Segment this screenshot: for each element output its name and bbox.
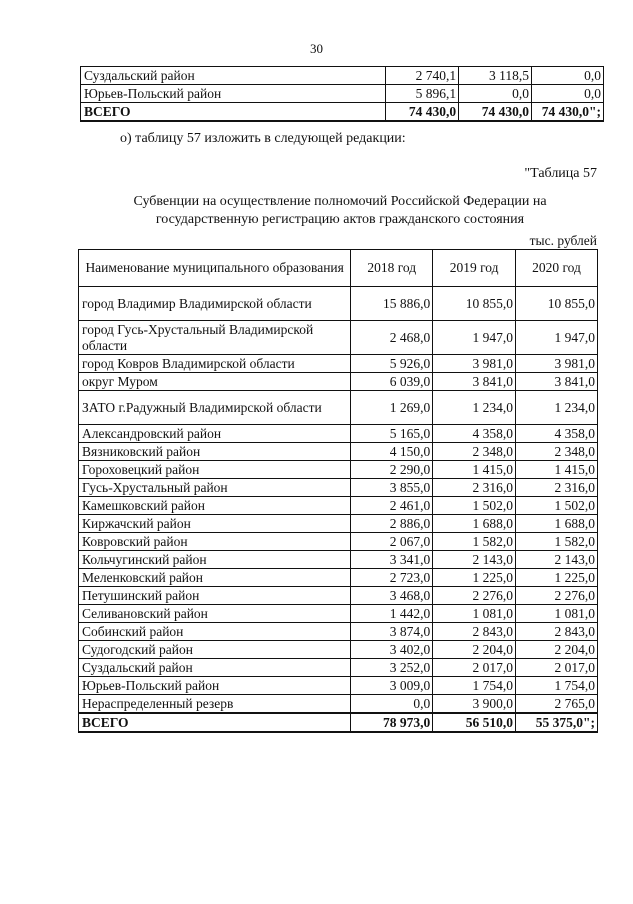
table-row <box>79 659 598 677</box>
row-name: Собинский район <box>79 623 351 641</box>
value-2018: 4 150,0 <box>351 443 433 461</box>
value-2018: 5 165,0 <box>351 425 433 443</box>
continuation-table <box>80 66 604 122</box>
row-name: округ Муром <box>79 373 351 391</box>
row-name: Нераспределенный резерв <box>79 695 351 714</box>
value-2020: 2 316,0 <box>516 479 598 497</box>
value-2018: 2 740,1 <box>386 67 459 85</box>
total-row <box>79 713 598 732</box>
value-2020: 1 234,0 <box>516 391 598 425</box>
value-2020: 1 225,0 <box>516 569 598 587</box>
value-2020: 2 143,0 <box>516 551 598 569</box>
value-2019: 2 348,0 <box>433 443 516 461</box>
value-2018: 1 442,0 <box>351 605 433 623</box>
table-label: "Таблица 57 <box>524 166 597 181</box>
row-name: Гусь-Хрустальный район <box>79 479 351 497</box>
table-row <box>79 605 598 623</box>
table-caption <box>60 193 620 229</box>
value-2020: 55 375,0"; <box>516 713 598 732</box>
value-2020: 1 754,0 <box>516 677 598 695</box>
value-2018: 2 886,0 <box>351 515 433 533</box>
subventions-table <box>78 249 598 733</box>
table-row <box>79 425 598 443</box>
value-2018: 3 468,0 <box>351 587 433 605</box>
value-2019: 1 081,0 <box>433 605 516 623</box>
value-2020: 0,0 <box>532 85 604 103</box>
value-2019: 1 754,0 <box>433 677 516 695</box>
table-row <box>79 287 598 321</box>
value-2018: 6 039,0 <box>351 373 433 391</box>
table-row <box>79 479 598 497</box>
units-label: тыс. рублей <box>529 233 597 248</box>
row-name: Гороховецкий район <box>79 461 351 479</box>
value-2020: 2 843,0 <box>516 623 598 641</box>
header-2019: 2019 год <box>433 250 516 287</box>
value-2020: 4 358,0 <box>516 425 598 443</box>
row-name: Киржачский район <box>79 515 351 533</box>
value-2020: 2 348,0 <box>516 443 598 461</box>
table-row <box>79 623 598 641</box>
value-2020: 3 841,0 <box>516 373 598 391</box>
value-2019: 1 225,0 <box>433 569 516 587</box>
value-2019: 1 502,0 <box>433 497 516 515</box>
row-name: Камешковский район <box>79 497 351 515</box>
value-2018: 74 430,0 <box>386 103 459 122</box>
value-2018: 2 461,0 <box>351 497 433 515</box>
row-name: Суздальский район <box>79 659 351 677</box>
value-2020: 2 765,0 <box>516 695 598 714</box>
value-2019: 3 118,5 <box>459 67 532 85</box>
row-name: Петушинский район <box>79 587 351 605</box>
row-name: Селивановский район <box>79 605 351 623</box>
table-row <box>79 515 598 533</box>
value-2018: 5 896,1 <box>386 85 459 103</box>
table-row <box>79 321 598 355</box>
value-2018: 3 402,0 <box>351 641 433 659</box>
value-2019: 3 900,0 <box>433 695 516 714</box>
table-row <box>79 391 598 425</box>
header-2018: 2018 год <box>351 250 433 287</box>
value-2018: 78 973,0 <box>351 713 433 732</box>
value-2019: 1 688,0 <box>433 515 516 533</box>
row-name: город Ковров Владимирской области <box>79 355 351 373</box>
row-name: город Гусь-Хрустальный Владимирской области <box>79 321 351 355</box>
table-row <box>79 587 598 605</box>
row-name: Меленковский район <box>79 569 351 587</box>
value-2019: 2 017,0 <box>433 659 516 677</box>
value-2018: 3 855,0 <box>351 479 433 497</box>
value-2020: 2 204,0 <box>516 641 598 659</box>
instruction-text: о) таблицу 57 изложить в следующей редакции: <box>120 131 406 146</box>
value-2020: 74 430,0"; <box>532 103 604 122</box>
value-2018: 2 067,0 <box>351 533 433 551</box>
value-2018: 3 341,0 <box>351 551 433 569</box>
row-name: Юрьев-Польский район <box>81 85 386 103</box>
value-2019: 1 582,0 <box>433 533 516 551</box>
row-name: ВСЕГО <box>79 713 351 732</box>
value-2019: 2 204,0 <box>433 641 516 659</box>
row-name: ВСЕГО <box>81 103 386 122</box>
caption-line-1: Субвенции на осуществление полномочий Российской Федерации на <box>133 194 547 209</box>
value-2019: 2 143,0 <box>433 551 516 569</box>
row-name: Судогодский район <box>79 641 351 659</box>
value-2018: 15 886,0 <box>351 287 433 321</box>
value-2020: 1 947,0 <box>516 321 598 355</box>
row-name: Кольчугинский район <box>79 551 351 569</box>
value-2019: 3 841,0 <box>433 373 516 391</box>
table-row <box>79 461 598 479</box>
value-2018: 3 009,0 <box>351 677 433 695</box>
value-2018: 3 874,0 <box>351 623 433 641</box>
table-row <box>79 443 598 461</box>
table-row <box>79 641 598 659</box>
row-name: Вязниковский район <box>79 443 351 461</box>
value-2020: 1 688,0 <box>516 515 598 533</box>
value-2019: 74 430,0 <box>459 103 532 122</box>
value-2018: 3 252,0 <box>351 659 433 677</box>
value-2020: 1 582,0 <box>516 533 598 551</box>
value-2018: 2 290,0 <box>351 461 433 479</box>
row-name: Суздальский район <box>81 67 386 85</box>
value-2020: 10 855,0 <box>516 287 598 321</box>
value-2020: 1 415,0 <box>516 461 598 479</box>
value-2020: 1 081,0 <box>516 605 598 623</box>
value-2018: 0,0 <box>351 695 433 714</box>
value-2018: 1 269,0 <box>351 391 433 425</box>
row-name: Юрьев-Польский район <box>79 677 351 695</box>
table-row <box>79 497 598 515</box>
table-row <box>79 695 598 714</box>
caption-line-2: государственную регистрацию актов гражданского состояния <box>155 212 525 227</box>
value-2019: 1 947,0 <box>433 321 516 355</box>
value-2018: 5 926,0 <box>351 355 433 373</box>
value-2019: 1 415,0 <box>433 461 516 479</box>
header-name: Наименование муниципального образования <box>79 250 351 287</box>
value-2019: 1 234,0 <box>433 391 516 425</box>
value-2020: 0,0 <box>532 67 604 85</box>
row-name: Александровский район <box>79 425 351 443</box>
header-2020: 2020 год <box>516 250 598 287</box>
value-2019: 0,0 <box>459 85 532 103</box>
row-name: Ковровский район <box>79 533 351 551</box>
value-2020: 2 017,0 <box>516 659 598 677</box>
value-2019: 4 358,0 <box>433 425 516 443</box>
table-row <box>79 677 598 695</box>
table-row <box>79 551 598 569</box>
value-2020: 3 981,0 <box>516 355 598 373</box>
table-row <box>79 355 598 373</box>
value-2019: 2 276,0 <box>433 587 516 605</box>
row-name: город Владимир Владимирской области <box>79 287 351 321</box>
value-2019: 2 843,0 <box>433 623 516 641</box>
value-2018: 2 723,0 <box>351 569 433 587</box>
row-name: ЗАТО г.Радужный Владимирской области <box>79 391 351 425</box>
value-2019: 56 510,0 <box>433 713 516 732</box>
total-row <box>81 103 604 122</box>
value-2020: 2 276,0 <box>516 587 598 605</box>
value-2020: 1 502,0 <box>516 497 598 515</box>
table-row <box>81 67 604 85</box>
header-row <box>79 250 598 287</box>
table-row <box>79 569 598 587</box>
table-row <box>81 85 604 103</box>
value-2018: 2 468,0 <box>351 321 433 355</box>
value-2019: 10 855,0 <box>433 287 516 321</box>
table-row <box>79 533 598 551</box>
page-number: 30 <box>310 41 323 56</box>
value-2019: 3 981,0 <box>433 355 516 373</box>
table-row <box>79 373 598 391</box>
value-2019: 2 316,0 <box>433 479 516 497</box>
